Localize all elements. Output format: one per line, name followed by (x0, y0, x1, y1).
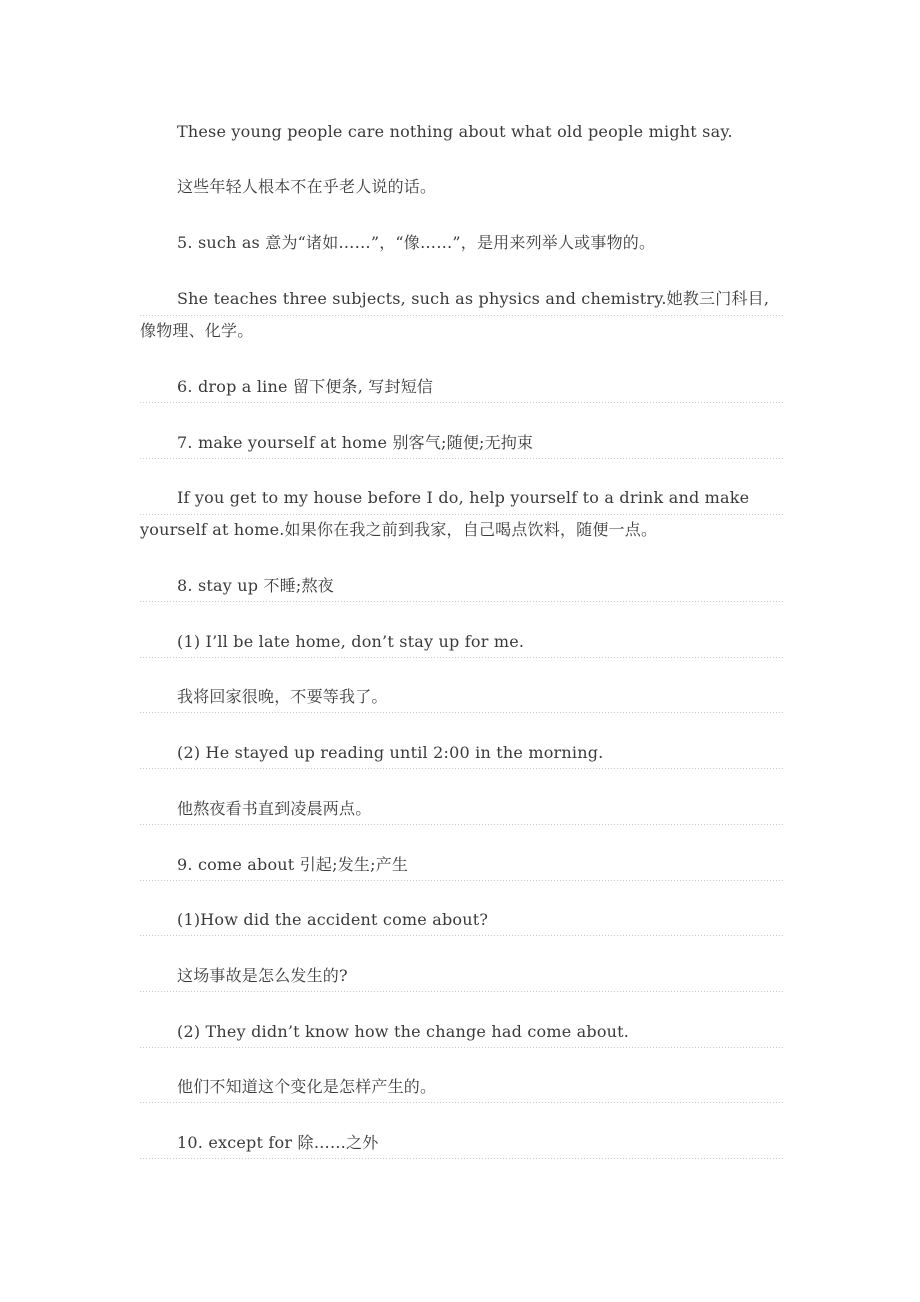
paragraph-translation: 这场事故是怎么发生的? (140, 960, 785, 992)
paragraph-translation: 这些年轻人根本不在乎老人说的话。 (177, 177, 437, 196)
paragraph-sentence: These young people care nothing about what old people might say. (177, 122, 733, 141)
paragraph-example: If you get to my house before I do, help yourself to a drink and make yourself at home.如果你在我之前到我家，自己喝点饮料，随便一点。 (140, 482, 785, 546)
paragraph-translation: 他熬夜看书直到凌晨两点。 (140, 793, 785, 825)
paragraph-example: (1) I’ll be late home, don’t stay up for me. (140, 626, 785, 658)
paragraph-translation: 我将回家很晚，不要等我了。 (140, 681, 785, 713)
paragraph-phrase-heading: 6. drop a line 留下便条, 写封短信 (140, 371, 785, 403)
paragraph-phrase-heading: 10. except for 除……之外 (140, 1127, 785, 1159)
paragraph-example: (2) They didn’t know how the change had come about. (140, 1016, 785, 1048)
paragraph-phrase-heading: 9. come about 引起;发生;产生 (140, 849, 785, 881)
paragraph-example: She teaches three subjects, such as physics and chemistry.她教三门科目,像物理、化学。 (140, 283, 785, 347)
paragraph-example: (2) He stayed up reading until 2:00 in the morning. (140, 737, 785, 769)
paragraph-example: (1)How did the accident come about? (140, 904, 785, 936)
paragraph-phrase-heading: 5. such as 意为“诸如……”，“像……”，是用来列举人或事物的。 (177, 233, 656, 252)
paragraph-translation: 他们不知道这个变化是怎样产生的。 (140, 1071, 785, 1103)
paragraph-phrase-heading: 8. stay up 不睡;熬夜 (140, 570, 785, 602)
paragraph-phrase-heading: 7. make yourself at home 别客气;随便;无拘束 (140, 427, 785, 459)
